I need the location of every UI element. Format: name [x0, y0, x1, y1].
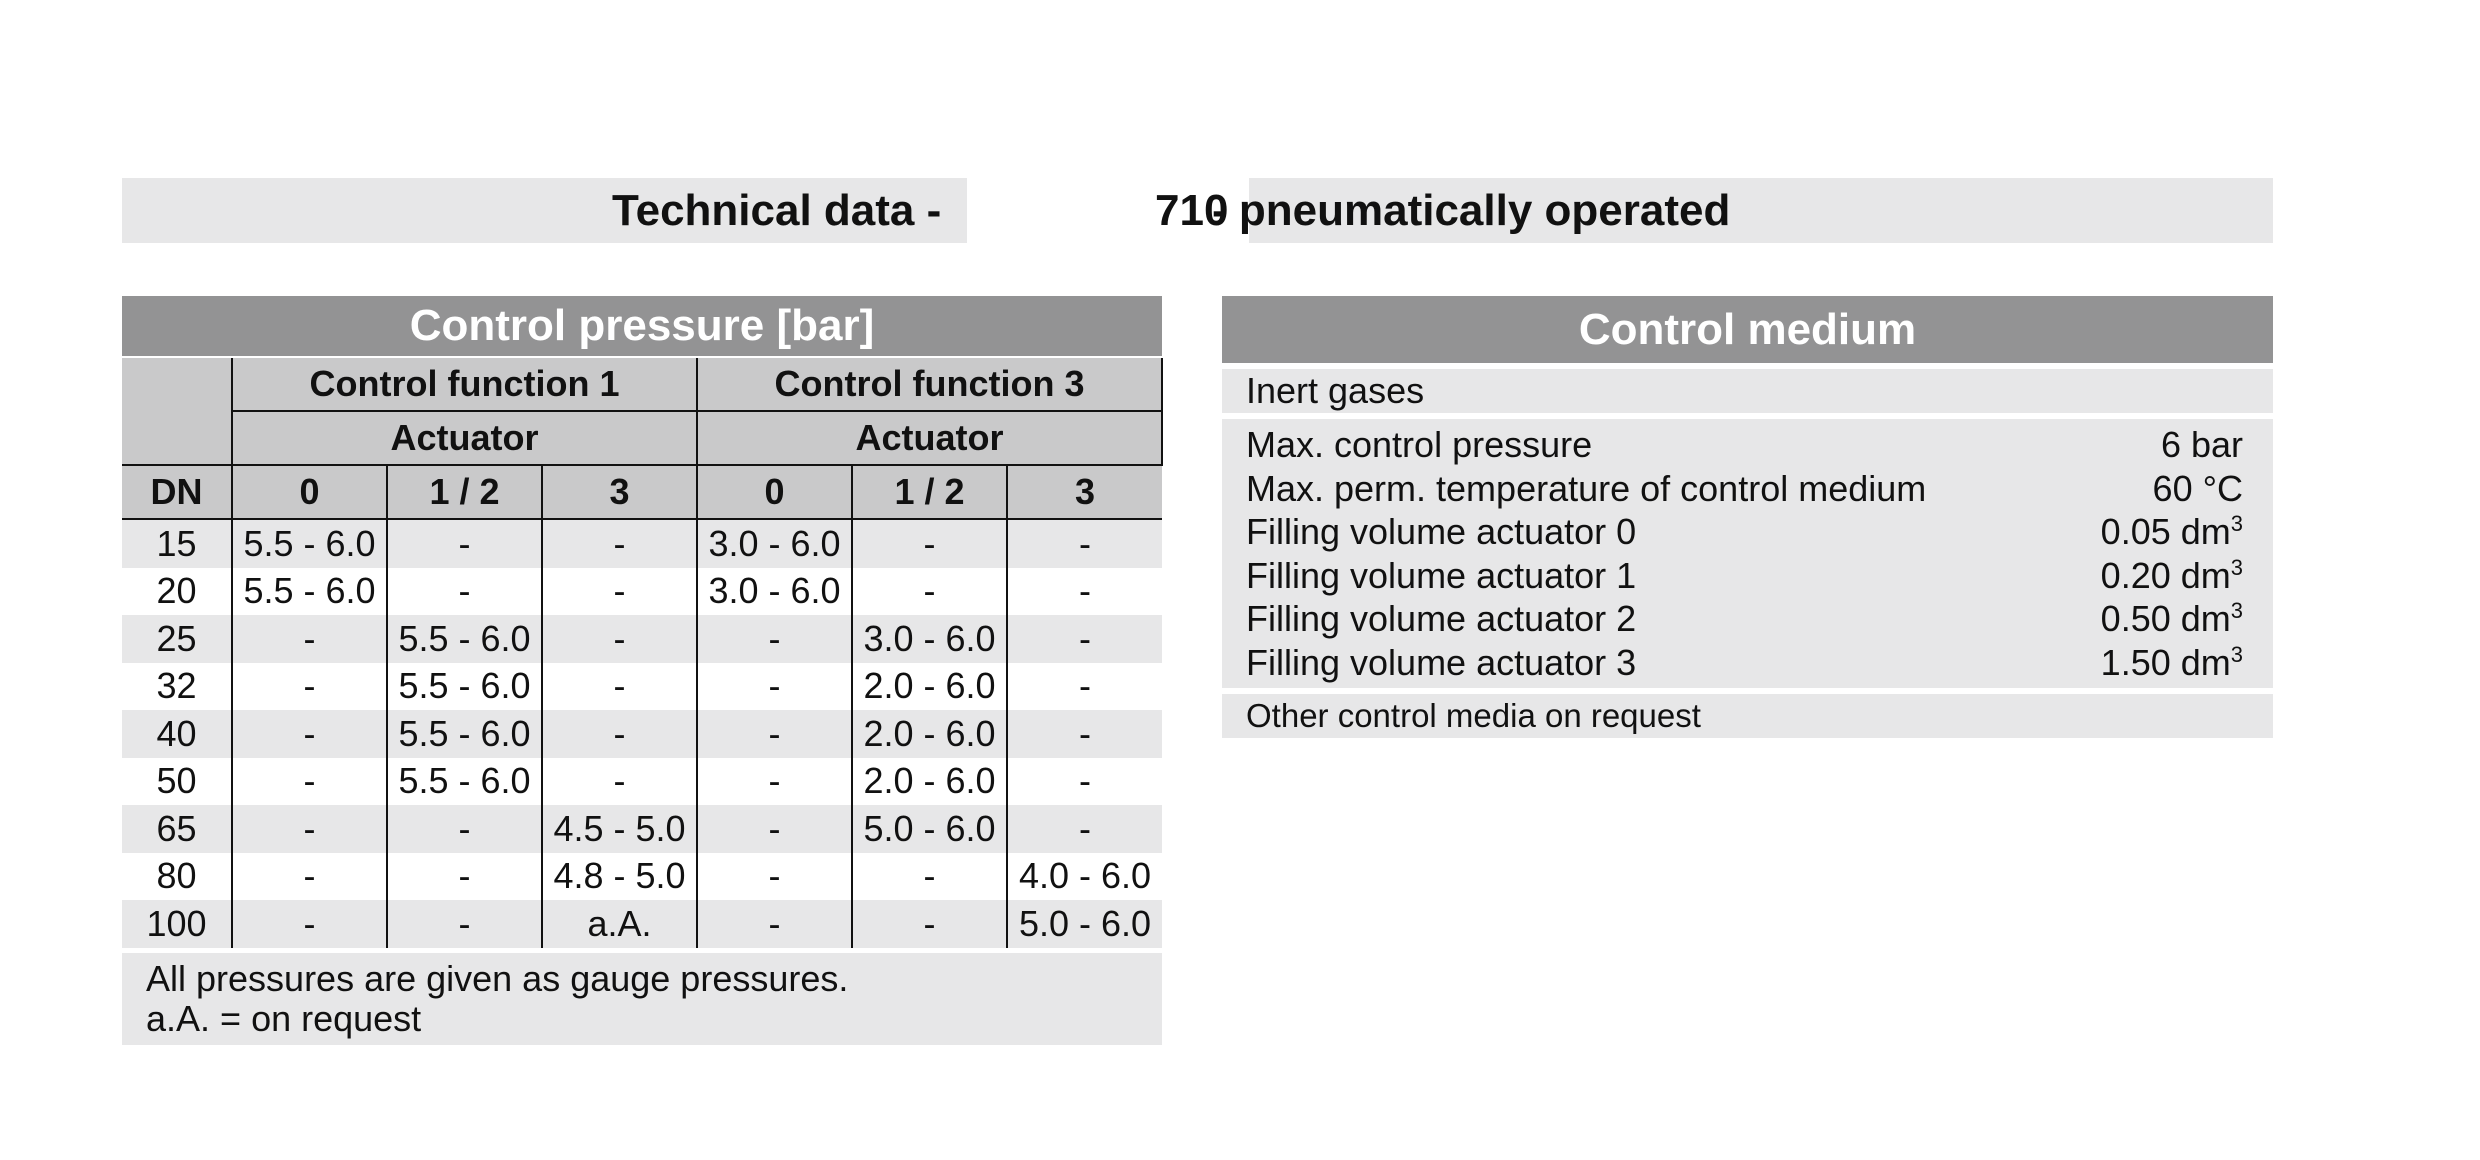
pressure-cell: -	[232, 805, 387, 853]
actuator-header-1: Actuator	[232, 411, 697, 465]
dn-cell: 80	[122, 853, 232, 901]
control-medium-panel	[1222, 296, 2273, 738]
pressure-cell: 5.0 - 6.0	[1007, 900, 1162, 950]
property-row	[1246, 467, 2243, 511]
pressure-cell: -	[542, 710, 697, 758]
pressure-cell: 2.0 - 6.0	[852, 663, 1007, 711]
pressure-note-line-2: a.A. = on request	[146, 997, 422, 1039]
pressure-cell: -	[697, 615, 852, 663]
column-header-row	[122, 465, 1162, 519]
pressure-cell: 2.0 - 6.0	[852, 710, 1007, 758]
medium-properties	[1222, 419, 2273, 688]
pressure-cell: -	[697, 853, 852, 901]
control-function-3-header: Control function 3	[697, 357, 1162, 411]
title-bar	[122, 178, 2273, 243]
pressure-cell: 5.5 - 6.0	[232, 568, 387, 616]
pressure-cell: -	[697, 758, 852, 806]
pressure-cell: -	[542, 663, 697, 711]
pressure-cell: 5.5 - 6.0	[387, 758, 542, 806]
pressure-cell: -	[387, 568, 542, 616]
pressure-note-line-1: All pressures are given as gauge pressures.	[146, 957, 849, 999]
pressure-cell: -	[387, 900, 542, 950]
property-row	[1246, 510, 2243, 554]
pressure-cell: -	[1007, 758, 1162, 806]
dn-cell: 65	[122, 805, 232, 853]
property-row	[1246, 554, 2243, 598]
pressure-cell: -	[1007, 519, 1162, 568]
property-value: 60 °C	[2152, 467, 2243, 509]
control-pressure-table	[122, 296, 1163, 1045]
actuator-header-3: Actuator	[697, 411, 1162, 465]
pressure-cell: -	[232, 615, 387, 663]
pressure-cell: 3.0 - 6.0	[697, 568, 852, 616]
pressure-cell: -	[852, 568, 1007, 616]
pressure-cell: 3.0 - 6.0	[852, 615, 1007, 663]
pressure-note	[122, 950, 1162, 1045]
medium-type: Inert gases	[1222, 369, 2273, 413]
column-header: 3	[542, 465, 697, 519]
property-label: Max. perm. temperature of control medium	[1246, 467, 1927, 509]
pressure-cell: -	[232, 663, 387, 711]
pressure-cell: -	[232, 853, 387, 901]
pressure-cell: -	[1007, 710, 1162, 758]
table-row	[122, 853, 1162, 901]
property-row	[1246, 423, 2243, 467]
pressure-cell: -	[232, 758, 387, 806]
dn-cell: 25	[122, 615, 232, 663]
title-prefix: Technical data -	[612, 186, 942, 235]
pressure-cell: -	[1007, 805, 1162, 853]
property-label: Filling volume actuator 3	[1246, 641, 1637, 683]
pressure-cell: -	[852, 853, 1007, 901]
table-row	[122, 758, 1162, 806]
property-value: 1.50 $dm^3$	[2100, 641, 2243, 683]
pressure-cell: -	[697, 663, 852, 711]
table-row	[122, 615, 1162, 663]
property-row	[1246, 597, 2243, 641]
control-pressure-heading: Control pressure [bar]	[122, 296, 1162, 357]
pressure-cell: -	[697, 710, 852, 758]
dn-cell: 32	[122, 663, 232, 711]
pressure-cell: a.A.	[542, 900, 697, 950]
pressure-cell: 5.0 - 6.0	[852, 805, 1007, 853]
pressure-cell: 5.5 - 6.0	[232, 519, 387, 568]
pressure-cell: 4.0 - 6.0	[1007, 853, 1162, 901]
column-header-dn: DN	[122, 465, 232, 519]
dn-cell: 15	[122, 519, 232, 568]
table-row	[122, 663, 1162, 711]
pressure-cell: -	[697, 805, 852, 853]
pressure-cell: -	[542, 615, 697, 663]
pressure-cell: -	[542, 519, 697, 568]
column-header: 3	[1007, 465, 1162, 519]
pressure-cell: -	[542, 568, 697, 616]
title-number: 710	[1155, 186, 1229, 235]
pressure-cell: -	[387, 805, 542, 853]
pressure-cell: -	[852, 900, 1007, 950]
pressure-cell: 5.5 - 6.0	[387, 710, 542, 758]
pressure-cell: 5.5 - 6.0	[387, 663, 542, 711]
column-header: 1 / 2	[387, 465, 542, 519]
pressure-cell: 4.5 - 5.0	[542, 805, 697, 853]
table-row	[122, 519, 1162, 568]
pressure-cell: -	[232, 710, 387, 758]
dn-cell: 20	[122, 568, 232, 616]
dn-cell: 50	[122, 758, 232, 806]
table-row	[122, 805, 1162, 853]
pressure-cell: 3.0 - 6.0	[697, 519, 852, 568]
property-label: Filling volume actuator 0	[1246, 511, 1637, 552]
pressure-cell: -	[1007, 663, 1162, 711]
pressure-cell: -	[387, 519, 542, 568]
pressure-cell: -	[232, 900, 387, 950]
title-number-box	[967, 178, 1249, 248]
title-suffix: - pneumatically operated	[1212, 186, 1731, 235]
column-header: 0	[232, 465, 387, 519]
table-row	[122, 710, 1162, 758]
column-header: 0	[697, 465, 852, 519]
property-value: 0.05 $dm^3$	[2100, 511, 2243, 552]
property-value: 0.50 $dm^3$	[2100, 598, 2243, 639]
pressure-cell: -	[542, 758, 697, 806]
pressure-cell: 4.8 - 5.0	[542, 853, 697, 901]
pressure-cell: 2.0 - 6.0	[852, 758, 1007, 806]
property-label: Max. control pressure	[1246, 424, 1593, 465]
property-value: 0.20 $dm^3$	[2100, 554, 2243, 596]
dn-cell: 100	[122, 900, 232, 950]
pressure-cell: -	[387, 853, 542, 901]
dn-cell: 40	[122, 710, 232, 758]
table-row	[122, 900, 1162, 950]
header-blank-cell	[122, 357, 232, 465]
control-function-1-header: Control function 1	[232, 357, 697, 411]
pressure-cell: -	[697, 900, 852, 950]
medium-footer-note: Other control media on request	[1222, 694, 2273, 738]
property-label: Filling volume actuator 1	[1246, 554, 1637, 596]
pressure-cell: -	[1007, 615, 1162, 663]
pressure-cell: -	[852, 519, 1007, 568]
property-value: 6 bar	[2160, 424, 2243, 465]
table-row	[122, 568, 1162, 616]
property-row	[1246, 641, 2243, 685]
pressure-cell: 5.5 - 6.0	[387, 615, 542, 663]
property-label: Filling volume actuator 2	[1246, 598, 1637, 639]
pressure-table-body	[122, 519, 1162, 950]
control-medium-heading: Control medium	[1222, 296, 2273, 363]
column-header: 1 / 2	[852, 465, 1007, 519]
pressure-cell: -	[1007, 568, 1162, 616]
